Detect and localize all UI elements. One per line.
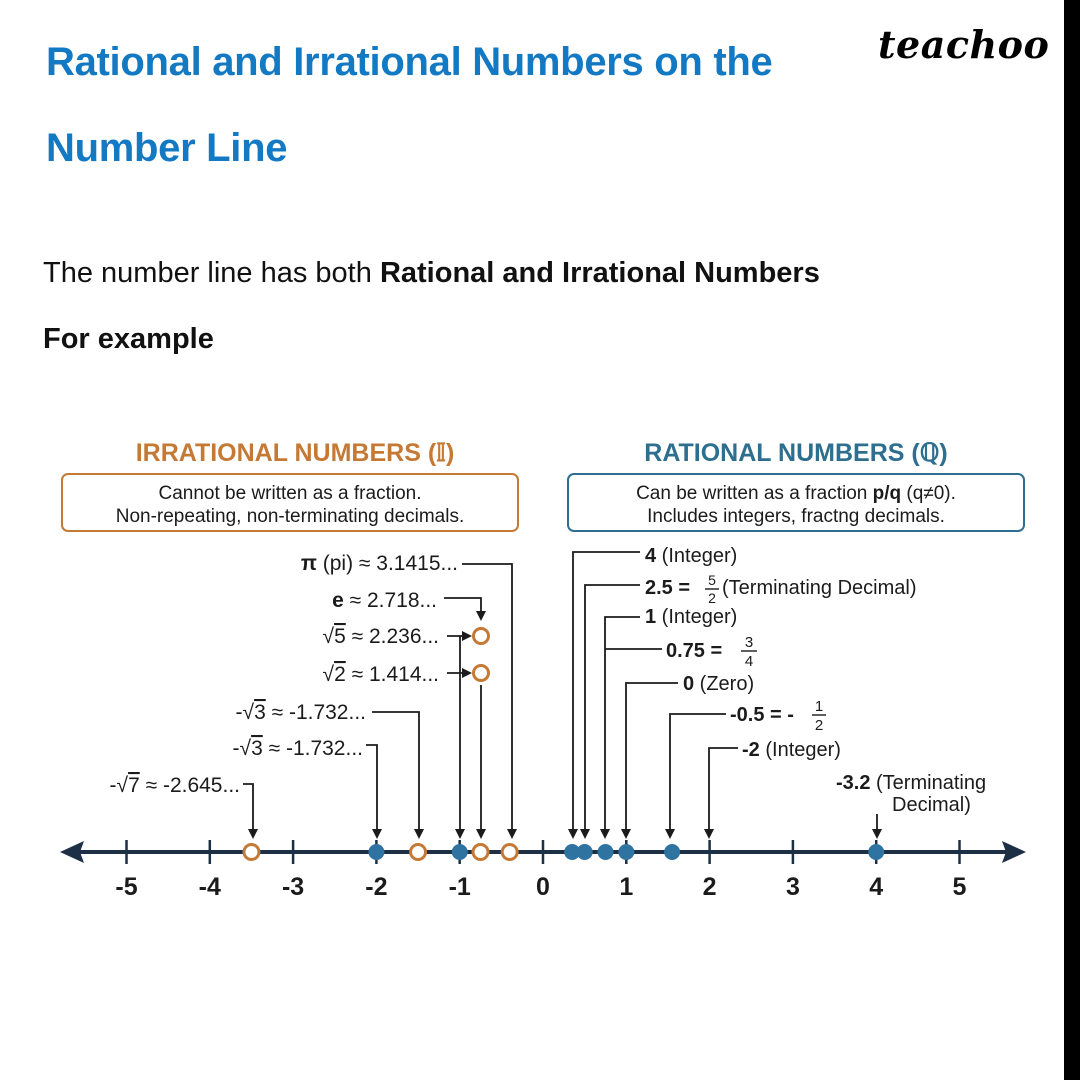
- axis-tick-label: 2: [702, 873, 717, 901]
- axis-tick-label: 0: [536, 873, 550, 901]
- rational-point: [452, 844, 468, 860]
- axis-tick-label: -3: [281, 873, 305, 901]
- svg-text:3: 3: [744, 634, 754, 651]
- svg-text:2.5 =: 2.5 =: [645, 577, 691, 599]
- example-label: For example: [43, 323, 214, 355]
- rational-point: [664, 844, 680, 860]
- irrational-heading: IRRATIONAL NUMBERS (𝕀): [135, 439, 455, 467]
- rational-point: [868, 844, 884, 860]
- leader-neg-sqrt3-b: [366, 745, 377, 837]
- svg-text:5: 5: [708, 572, 716, 588]
- label-neg-sqrt3-b: -√3 ≈ -1.732...: [232, 737, 363, 760]
- label-neg-sqrt3-a: -√3 ≈ -1.732...: [235, 701, 366, 724]
- label-neg-three-point-two: [836, 772, 986, 816]
- rational-point: [368, 844, 384, 860]
- irrational-description-line-2: Non-repeating, non-terminating decimals.: [115, 506, 465, 527]
- leader-pi: [462, 564, 512, 837]
- svg-text:(Terminating Decimal): (Terminating Decimal): [722, 577, 917, 599]
- axis-tick-label: 5: [952, 873, 967, 901]
- axis-tick-label: 4: [869, 873, 884, 901]
- irrational-point: [473, 845, 488, 860]
- rational-desc-post: (q≠0).: [901, 483, 956, 504]
- label-neg-sqrt7: -√7 ≈ -2.645...: [109, 774, 240, 797]
- label-neg-two: -2 (Integer): [742, 739, 841, 761]
- intro-bold: Rational and Irrational Numbers: [379, 257, 820, 289]
- label-sqrt2: √2 ≈ 1.414...: [322, 663, 439, 686]
- page-title-line-1: Rational and Irrational Numbers on the: [46, 40, 773, 84]
- rational-point: [577, 844, 593, 860]
- svg-text:4: 4: [744, 653, 754, 670]
- svg-text:Decimal): Decimal): [892, 794, 971, 816]
- axis-tick-label: 1: [619, 873, 634, 901]
- leader-one: [605, 617, 640, 837]
- label-two-point-five: [645, 572, 917, 606]
- leader-e: [444, 598, 481, 619]
- svg-text:-0.5 = -: -0.5 = -: [730, 704, 794, 726]
- leader-two-point-five: [585, 585, 640, 837]
- irrational-point: [474, 629, 489, 644]
- leader-neg-sqrt7: [243, 784, 253, 837]
- irrational-point: [244, 845, 259, 860]
- label-pi: π (pi) ≈ 3.1415...: [300, 552, 458, 575]
- irrational-point: [502, 845, 517, 860]
- irrational-point: [411, 845, 426, 860]
- label-one: 1 (Integer): [645, 606, 738, 628]
- irrational-point: [474, 666, 489, 681]
- label-sqrt5: √5 ≈ 2.236...: [322, 625, 439, 648]
- leader-neg-sqrt3-a: [372, 712, 419, 837]
- label-zero-point-seven-five: [666, 634, 757, 670]
- svg-text:1: 1: [814, 698, 824, 715]
- svg-text:2: 2: [708, 590, 716, 606]
- teachoo-logo: teachoo: [878, 22, 1050, 67]
- svg-text:2: 2: [814, 717, 824, 734]
- label-e: e ≈ 2.718...: [332, 589, 437, 612]
- intro-plain: The number line has both: [43, 257, 380, 289]
- rational-heading: RATIONAL NUMBERS (ℚ): [644, 439, 948, 467]
- label-four: 4 (Integer): [645, 545, 738, 567]
- axis-tick-label: 3: [785, 873, 800, 901]
- axis-tick-label: -1: [448, 873, 471, 901]
- rational-description-line-1: [636, 483, 956, 504]
- leader-four: [573, 552, 640, 837]
- rational-point: [597, 844, 613, 860]
- leader-neg-two: [709, 748, 738, 837]
- rational-point: [618, 844, 634, 860]
- rational-desc-bold: p/q: [872, 483, 902, 504]
- rational-description-line-2: Includes integers, fractng decimals.: [647, 506, 945, 527]
- axis-tick-label: -4: [198, 873, 221, 901]
- axis-tick-label: -5: [115, 873, 138, 901]
- leader-neg-zero-point-five: [670, 714, 726, 837]
- page-title-line-2: Number Line: [46, 126, 288, 170]
- axis-tick-label: -2: [365, 873, 388, 901]
- svg-text:-3.2 (Terminating: -3.2 (Terminating: [836, 772, 987, 794]
- svg-text:0.75 =: 0.75 =: [666, 640, 723, 662]
- irrational-description-line-1: Cannot be written as a fraction.: [158, 483, 422, 504]
- label-neg-zero-point-five: [730, 698, 826, 734]
- label-zero: 0 (Zero): [683, 673, 755, 695]
- rational-desc-pre: Can be written as a fraction: [636, 483, 873, 504]
